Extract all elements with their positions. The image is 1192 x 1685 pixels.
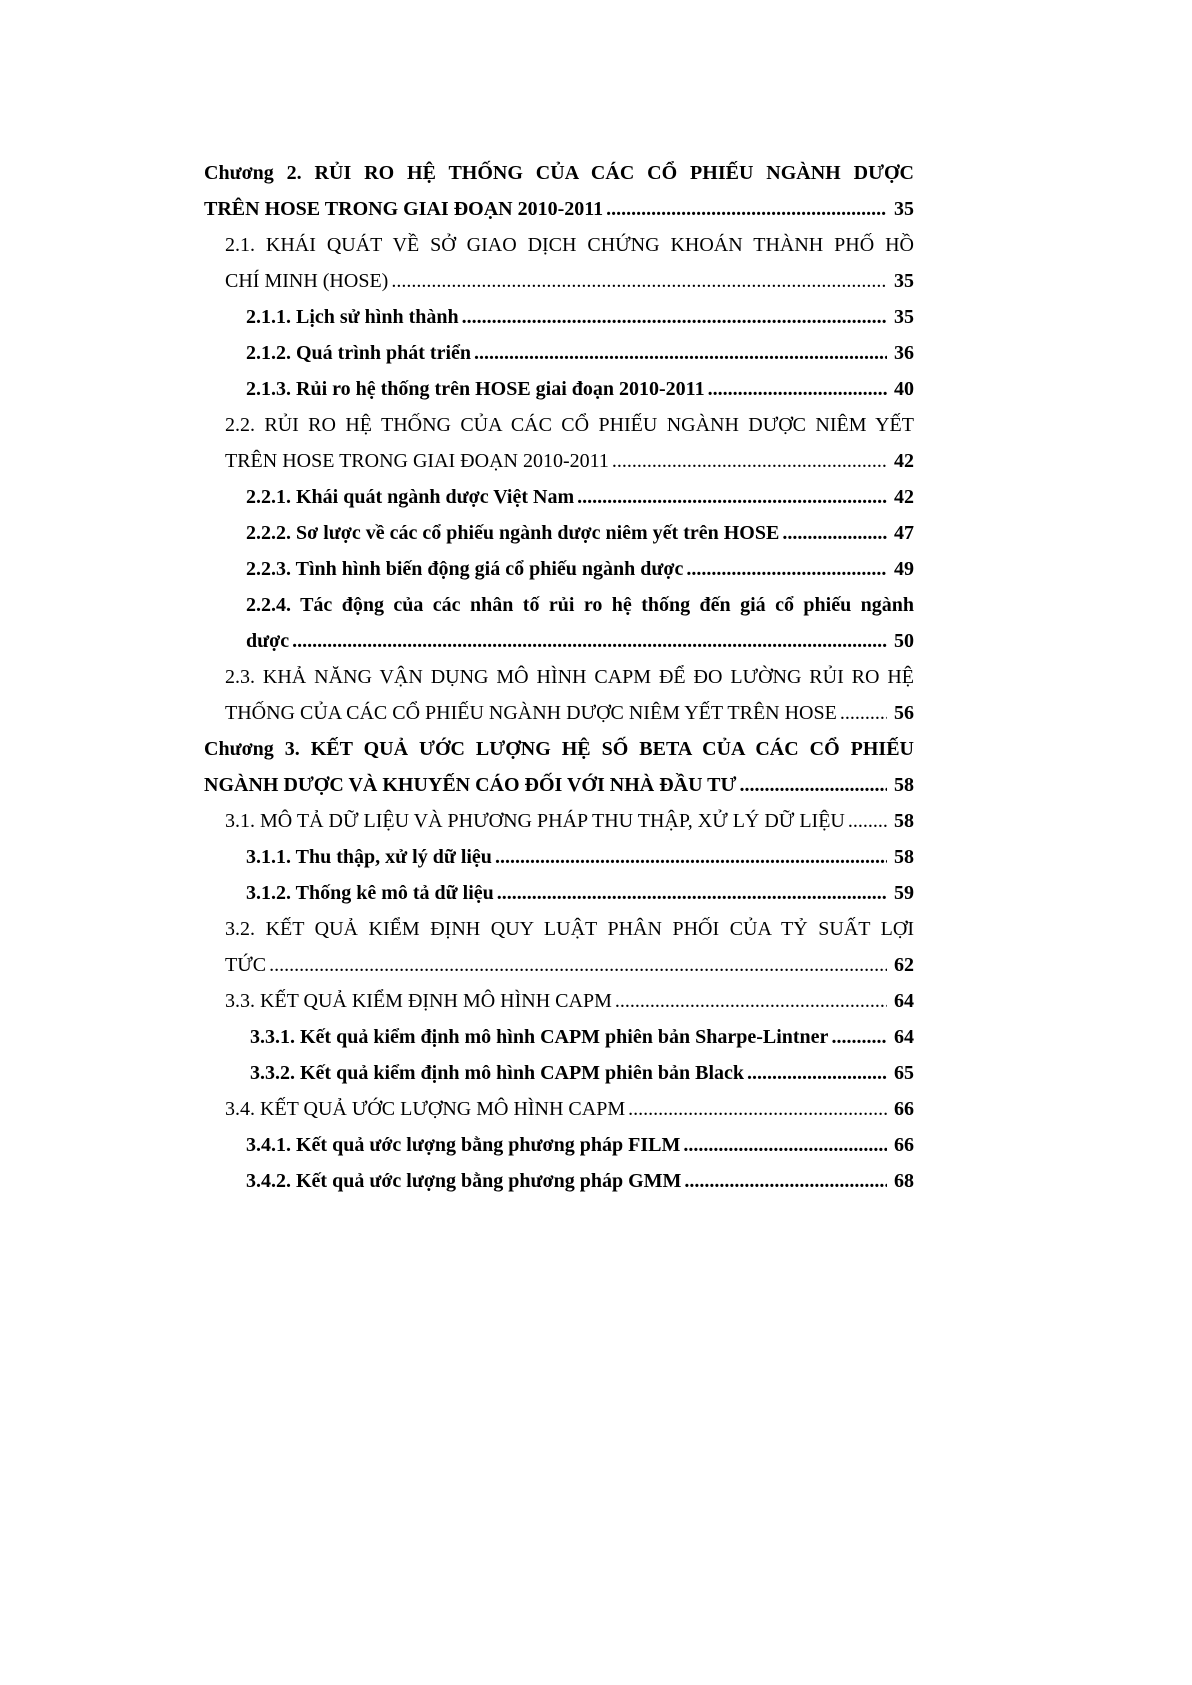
dot-leader [612,443,887,479]
dot-leader [615,983,887,1019]
toc-entry-title: 2.1.2. Quá trình phát triển [246,342,472,364]
toc-entry[interactable] [204,1019,914,1055]
toc-entry[interactable] [204,731,914,803]
dot-leader [292,623,887,659]
toc-entry-title: 3.3. KẾT QUẢ KIỂM ĐỊNH MÔ HÌNH CAPM [225,990,612,1012]
toc-page-number: 59 [894,882,914,904]
toc-line [204,227,914,263]
toc-line [204,587,914,623]
toc-page-number: 64 [894,990,914,1012]
toc-entry[interactable] [204,227,914,299]
dot-leader [782,515,887,551]
toc-entry-title: 3.2. KẾT QUẢ KIỂM ĐỊNH QUY LUẬT PHÂN PHỐI CỦA TỶ SUẤT LỢI [225,918,914,940]
toc-entry-title: Chương 3. KẾT QUẢ ƯỚC LƯỢNG HỆ SỐ BETA CỦA CÁC CỔ PHIẾU [204,738,914,760]
dot-leader [747,1055,887,1091]
dot-leader [474,335,887,371]
toc-entry[interactable] [204,515,914,551]
toc-entry-title: 3.4.2. Kết quả ước lượng bằng phương pháp GMM [246,1170,682,1192]
toc-line [204,407,914,443]
toc-line [204,335,914,371]
toc-line [204,875,914,911]
toc-entry[interactable] [204,983,914,1019]
toc-entry[interactable] [204,1091,914,1127]
toc-entry[interactable] [204,587,914,659]
toc-entry-title: 2.1.1. Lịch sử hình thành [246,306,459,328]
toc-line [204,371,914,407]
toc-page-number: 50 [894,630,914,652]
toc-line [204,1091,914,1127]
dot-leader [686,551,887,587]
toc-page-number: 42 [894,450,914,472]
toc-entry-title: TRÊN HOSE TRONG GIAI ĐOẠN 2010-2011 [204,198,604,220]
dot-leader [683,1127,887,1163]
toc-page-number: 68 [894,1170,914,1192]
toc-entry-title: TRÊN HOSE TRONG GIAI ĐOẠN 2010-2011 [225,450,609,472]
dot-leader [739,767,887,803]
toc-line [204,911,914,947]
toc-entry-title: 2.2. RỦI RO HỆ THỐNG CỦA CÁC CỔ PHIẾU NGÀNH DƯỢC NIÊM YẾT [225,414,914,436]
toc-page-number: 64 [894,1026,914,1048]
dot-leader [391,263,887,299]
toc-entry[interactable] [204,1127,914,1163]
toc-entry-title: 3.1. MÔ TẢ DỮ LIỆU VÀ PHƯƠNG PHÁP THU THẬP, XỬ LÝ DỮ LIỆU [225,810,845,832]
toc-entry-title: 2.1.3. Rủi ro hệ thống trên HOSE giai đoạn 2010-2011 [246,378,705,400]
toc-entry[interactable] [204,299,914,335]
dot-leader [628,1091,887,1127]
toc-page-number: 36 [894,342,914,364]
toc-line [204,1127,914,1163]
toc-page-number: 58 [894,810,914,832]
toc-line [204,983,914,1019]
toc-line [204,191,914,227]
toc-entry[interactable] [204,1163,914,1199]
toc-page-number: 49 [894,558,914,580]
toc-line [204,803,914,839]
toc-entry-title: 2.2.3. Tình hình biến động giá cổ phiếu ngành dược [246,558,684,580]
toc-page-number: 35 [894,306,914,328]
toc-entry-title: CHÍ MINH (HOSE) [225,270,389,292]
toc-entry-title: 2.2.2. Sơ lược về các cổ phiếu ngành dược niêm yết trên HOSE [246,522,780,544]
toc-line [204,299,914,335]
toc-page-number: 35 [894,270,914,292]
toc-line [204,1163,914,1199]
toc-page-number: 47 [894,522,914,544]
toc-line [204,947,914,983]
toc-entry[interactable] [204,407,914,479]
toc-entry-title: TỨC [225,954,267,976]
dot-leader [840,695,887,731]
toc-line [204,515,914,551]
toc-page-number: 42 [894,486,914,508]
toc-line [204,551,914,587]
toc-entry[interactable] [204,371,914,407]
dot-leader [495,839,887,875]
toc-entry-title: 3.4.1. Kết quả ước lượng bằng phương pháp FILM [246,1134,681,1156]
dot-leader [269,947,887,983]
toc-entry-title: 2.1. KHÁI QUÁT VỀ SỞ GIAO DỊCH CHỨNG KHOÁN THÀNH PHỐ HỒ [225,234,914,256]
toc-page-number: 62 [894,954,914,976]
toc-entry-title: 3.4. KẾT QUẢ ƯỚC LƯỢNG MÔ HÌNH CAPM [225,1098,626,1120]
toc-page-number: 65 [894,1062,914,1084]
toc-entry[interactable] [204,551,914,587]
toc-line [204,767,914,803]
toc-entry[interactable] [204,479,914,515]
toc-entry[interactable] [204,803,914,839]
toc-line [204,623,914,659]
toc-entry[interactable] [204,155,914,227]
toc-entry-title: 3.1.2. Thống kê mô tả dữ liệu [246,882,494,904]
toc-entry-title: 3.1.1. Thu thập, xử lý dữ liệu [246,846,492,868]
toc-entry[interactable] [204,659,914,731]
toc-entry-title: 2.2.1. Khái quát ngành dược Việt Nam [246,486,575,508]
toc-page-number: 40 [894,378,914,400]
toc-line [204,731,914,767]
dot-leader [577,479,887,515]
toc-entry-title: 2.2.4. Tác động của các nhân tố rủi ro hệ thống đến giá cổ phiếu ngành [246,594,914,616]
toc-line [204,263,914,299]
toc-page-number: 58 [894,774,914,796]
table-of-contents [204,155,914,1199]
toc-line [204,443,914,479]
dot-leader [497,875,887,911]
dot-leader [462,299,887,335]
toc-page-number: 58 [894,846,914,868]
toc-page-number: 66 [894,1098,914,1120]
toc-entry-title: NGÀNH DƯỢC VÀ KHUYẾN CÁO ĐỐI VỚI NHÀ ĐẦU TƯ [204,774,737,796]
toc-line [204,1055,914,1091]
toc-entry-title: THỐNG CỦA CÁC CỔ PHIẾU NGÀNH DƯỢC NIÊM YẾT TRÊN HOSE [225,702,837,724]
toc-entry-title: Chương 2. RỦI RO HỆ THỐNG CỦA CÁC CỔ PHIẾU NGÀNH DƯỢC [204,162,914,184]
toc-entry[interactable] [204,1055,914,1091]
toc-page-number: 56 [894,702,914,724]
toc-entry[interactable] [204,875,914,911]
toc-line [204,155,914,191]
toc-entry-title: 2.3. KHẢ NĂNG VẬN DỤNG MÔ HÌNH CAPM ĐỂ ĐO LƯỜNG RỦI RO HỆ [225,666,914,688]
dot-leader [684,1163,887,1199]
toc-line [204,839,914,875]
dot-leader [708,371,887,407]
toc-page-number: 66 [894,1134,914,1156]
dot-leader [831,1019,887,1055]
toc-line [204,479,914,515]
toc-entry-title: dược [246,630,290,652]
toc-entry-title: 3.3.2. Kết quả kiểm định mô hình CAPM phiên bản Black [250,1062,744,1084]
dot-leader [606,191,887,227]
toc-entry[interactable] [204,911,914,983]
toc-line [204,1019,914,1055]
toc-entry[interactable] [204,335,914,371]
dot-leader [848,803,887,839]
toc-line [204,695,914,731]
toc-page-number: 35 [894,198,914,220]
toc-entry[interactable] [204,839,914,875]
toc-line [204,659,914,695]
toc-entry-title: 3.3.1. Kết quả kiểm định mô hình CAPM phiên bản Sharpe-Lintner [250,1026,829,1048]
